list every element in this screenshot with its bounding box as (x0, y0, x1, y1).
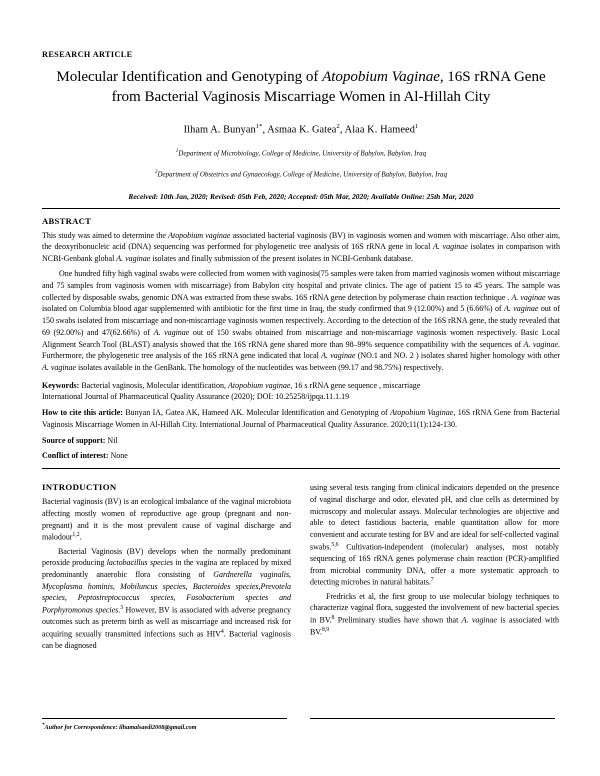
publication-dates: Received: 10th Jan, 2020; Revised: 05th Feb, 2020; Accepted: 05th Mar, 2020; Available Online: 25th Mar, 2020 (128, 191, 474, 201)
conflict-of-interest-line (42, 450, 560, 462)
keywords-species: Atopobium vaginae (227, 380, 291, 390)
footnote-marker: * (42, 723, 45, 728)
intro-l2-c: . (118, 605, 121, 615)
abs2-a: One hundred fifty high vaginal swabs were collected from women with vaginosis(75 samples were taken from married vaginosis women without miscarriage and 75 samples from vaginosis women with miscarriage) from Babylon city hospital and private clinics. The age of patient 15 to 45 years. The sample was collected by disposable swabs, genomic DNA was extracted from these swabs. 16S rRNA gene detection by polymerase chain reaction technique . (42, 269, 560, 302)
title-text-part2: , 16S rRNA Gene from Bacterial Vaginosis Miscarriage Women in Al-Hillah City (111, 69, 546, 105)
intro-left-paragraph-1 (42, 496, 291, 543)
abstract-divider (42, 468, 560, 469)
abstract-heading: ABSTRACT (42, 215, 92, 226)
conflict-of-interest-value: None (108, 451, 128, 461)
intro-r2-b: Preliminary studies have shown that (334, 615, 462, 625)
intro-r1-citation-2: 7 (430, 577, 434, 584)
abs1-species-3: A. vaginae (116, 253, 151, 263)
affiliation-2-marker: 2 (154, 169, 158, 176)
keywords-label: Keywords: (42, 380, 80, 390)
how-to-cite-line (42, 407, 560, 431)
title-species-italic: Atopobium Vaginae (322, 69, 440, 85)
abs2-species-5: A. vaginae (321, 351, 356, 361)
abs1-species-2: A. vaginae (433, 242, 468, 252)
abs2-species-6: A. vaginae (42, 362, 77, 372)
journal-doi-line: International Journal of Pharmaceutical Quality Assurance (2020); DOI: 10.25258/ijpqa.11.1.19 (42, 392, 350, 402)
intro-r1-b: Cultivation-independent (molecular) analyses, most notably sequencing of 16S rRNA genes polymerase chain reaction (PCR)-amplified from microbial community DNA, offer a more systematic approach to detecting microbes in natural habitats. (310, 542, 559, 587)
column-left (42, 482, 291, 652)
abs1-species-1: Atopobium vaginae (168, 230, 231, 240)
header-divider (42, 208, 560, 209)
intro-l2-d: However, BV is associated with adverse pregnancy outcomes such as preterm birth as well as miscarriage and increased risk for acquiring sexually transmitted infections such as HIV (42, 605, 291, 639)
affiliation-2-text: Department of Obstetrics and Gynaecology, College of Medicine, University of Babylon, Babylon, Iraq (157, 171, 448, 179)
abstract-paragraph-1 (42, 230, 560, 265)
footnote-divider-right (310, 718, 555, 719)
abs2-species-3: A. vaginae (153, 327, 190, 337)
abs2-species-4: A. vaginae (523, 339, 559, 349)
abs2-b: was isolated on Columbia blood agar supplemented with antibiotic for the first time in Iraq, the study confirmed that 9 (12.00%) and 5 (6.66%) of (42, 292, 560, 314)
intro-r1-citation-1: 5,6 (331, 541, 339, 548)
article-type-label: RESEARCH ARTICLE (42, 50, 133, 59)
abs1-a: This study was aimed to determine the (42, 230, 169, 240)
correspondence-footnote (42, 723, 291, 731)
intro-l2-species-list: Gardnerella vaginalis, Mycoplasma hominis, Mobiluncus species, Bacteroides species,Prevotela species, Peptostreptococcus species, Fusobacterium species and Porphyromonas species (42, 569, 291, 615)
how-to-cite-label: How to cite this article: (42, 408, 123, 418)
footnote-divider-left (42, 718, 287, 719)
affiliation-1-marker: 1 (175, 147, 179, 154)
affiliation-2 (42, 169, 560, 178)
author-list: Ilham A. Bunyan$^{1*}$, Asmaa K. Gatea$^2$, Alaa K. Hameed$^1$ (183, 122, 419, 135)
abs2-c: out of 150 swabs isolated from miscarriage and non-miscarriage vaginosis women respectively. According to the detection of the 16S rRNA gene, the study revealed that 69 (92.00%) and 47(62.66%) of (42, 304, 561, 337)
source-of-support-value: Nil (105, 435, 118, 445)
cite-text-b: , 16S rRNA Gene from Bacterial Vaginosis Miscarriage Women in Al-Hillah City. International Journal of Pharmaceutical Quality Assurance. 2020;11(1):124-130. (42, 408, 560, 429)
intro-l2-species-1: lactobacillus species (106, 558, 173, 568)
intro-l1-citation: 1,2 (72, 532, 80, 539)
page-footer (42, 718, 560, 731)
intro-right-paragraph-1 (310, 482, 559, 588)
title-text-part1: Molecular Identification and Genotyping of (56, 69, 323, 85)
abs2-g: isolates available in the GenBank. The homology of the nucleotides was between (99.17 and 98.75%) respectively. (76, 362, 444, 372)
author-marker-3: 1 (414, 122, 419, 130)
intro-right-paragraph-2 (310, 591, 559, 639)
abs2-species-1: A. vaginae (511, 292, 546, 302)
column-right (310, 482, 559, 652)
article-page (42, 0, 560, 776)
author-marker-1: 1* (255, 122, 263, 130)
body-columns (42, 482, 560, 652)
intro-l2-citation-1: 3 (120, 604, 124, 611)
intro-r2-species: A. vaginae (461, 615, 497, 625)
abs1-c: isolates in comparison with NCBI-Genbank global (42, 242, 560, 263)
intro-left-paragraph-2 (42, 546, 291, 652)
intro-l1-b: . (79, 532, 82, 542)
conflict-of-interest-label: Conflict of interest: (42, 451, 109, 461)
abs2-e: . Furthermore, the phylogenetic tree analysis of the 16S rRNA gene indicated that local (42, 339, 561, 361)
intro-r2-c: is associated with BV. (310, 615, 559, 637)
source-of-support-label: Source of support: (42, 435, 106, 445)
affiliation-1 (42, 148, 560, 157)
author-marker-2: 2 (336, 122, 340, 130)
abstract-paragraph-2 (42, 268, 560, 373)
page-title (48, 68, 554, 108)
intro-r2-citation-1: 8 (331, 614, 335, 621)
cite-species: Atopobium Vaginae (390, 408, 454, 418)
intro-l2-e: . Bacterial vaginosis can be diagnosed (42, 629, 291, 651)
abs2-d: out of 150 swabs obtained from miscarriage and non-miscarriage vaginosis women respectively. Basic Local Alignment Search Tool (BLAST) analysis showed that the 16S rRNA gene shared more than 98–99% sequence compatibility with the sequences of (42, 327, 560, 349)
footer-right (310, 718, 559, 731)
introduction-heading: INTRODUCTION (42, 482, 117, 493)
source-of-support-line (42, 435, 560, 447)
intro-r1-a: using several tests ranging from clinical indicators depended on the presence of vaginal discharge and odor, elevated pH, and clue cells as determined by microscopy and molecular assays. Molecular technologies are objective and able to detect fastidious bacteria, enable quantitation allow for more convenient and accurate testing for BV and are ideal for self-collected vaginal swabs. (310, 483, 559, 552)
keywords-text-b: , 16 s rRNA gene sequence , miscarriage (290, 380, 421, 390)
keywords-line (42, 380, 560, 392)
intro-r2-citation-2: 8,9 (322, 627, 330, 634)
abs2-species-2: A. vaginae (503, 304, 539, 314)
intro-l1-a: Bacterial vaginosis (BV) is an ecological imbalance of the vaginal microbiota affecting mostly women of reproductive age group (pregnant and non-pregnant) and it is the most prevalent cause of vaginal discharge and malodour (42, 497, 291, 542)
footer-left (42, 718, 291, 731)
intro-r2-a: Fredricks et al, the first group to use molecular biology techniques to characterize vaginal flora, suggested the involvement of new bacterial species in BV. (310, 591, 559, 625)
abs2-f: (NO.1 and NO. 2 ) isolates shared higher homology with other (355, 351, 561, 361)
footnote-text: Author for Correspondence: ilhamalsaedi2008@gmail.com (44, 724, 197, 732)
cite-text-a: Bunyan IA, Gatea AK, Hameed AK. Molecular Identification and Genotyping of (122, 408, 391, 418)
affiliation-1-text: Department of Microbiology, College of Medicine, University of Babylon, Babylon, Iraq (178, 150, 427, 158)
abs1-b: associated bacterial vaginosis (BV) in vaginosis women and women with miscarriage. Also other aim, the deoxyribonucleic acid (DNA) sequencing was performed for phylogenetic tree analysis of 16S rRNA gene in local (42, 230, 560, 252)
keywords-text-a: Bacterial vaginosis, Molecular identification, (79, 380, 228, 390)
abs1-d: isolates and finally submission of the present isolates in NCBI-Genbank database. (150, 253, 414, 263)
intro-l2-citation-2: 4 (220, 628, 224, 635)
intro-l2-a: Bacterial Vaginosis (BV) develops when the normally predominant peroxide producing (42, 546, 291, 568)
intro-l2-b: in the vagina are replaced by mixed predominantly anaerobic flora consisting of (42, 558, 291, 579)
